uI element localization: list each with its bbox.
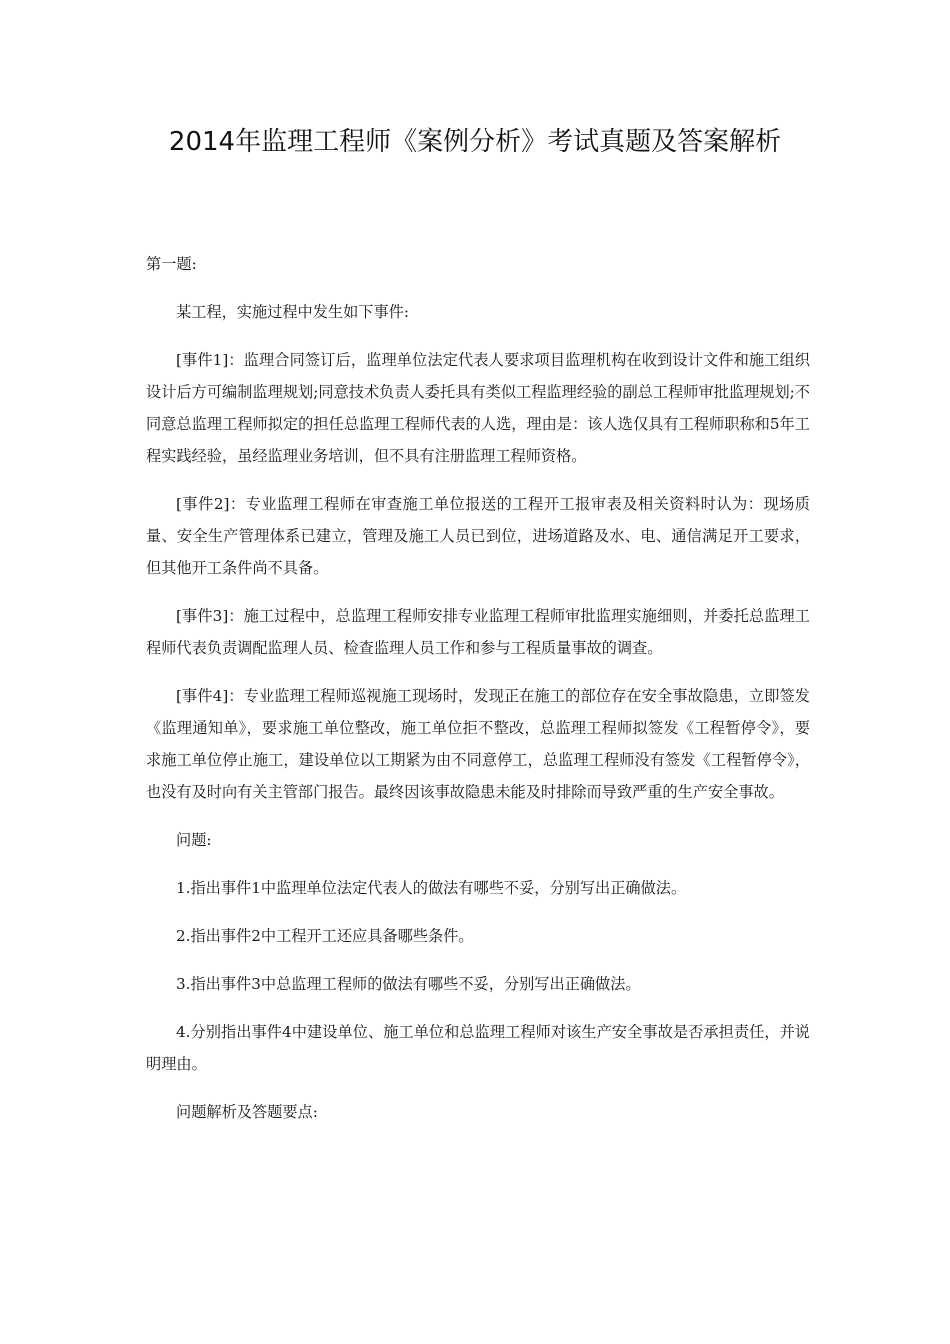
document-title: 2014年监理工程师《案例分析》考试真题及答案解析 — [168, 127, 782, 157]
event-1-paragraph: [事件1]：监理合同签订后，监理单位法定代表人要求项目监理机构在收到设计文件和施工组织设计后方可编制监理规划;同意技术负责人委托具有类似工程监理经验的副总工程师审批监理规划;不同意总监理工程师拟定的担任总监理工程师代表的人选，理由是：该人选仅具有工程师职称和5年工程实践经验，虽经监理业务培训，但不具有注册监理工程师资格。 — [146, 351, 810, 465]
question-2: 2.指出事件2中工程开工还应具备哪些条件。 — [176, 927, 474, 945]
intro-paragraph: 某工程，实施过程中发生如下事件: — [176, 303, 409, 321]
event-4-paragraph: [事件4]：专业监理工程师巡视施工现场时，发现正在施工的部位存在安全事故隐患，立即签发《监理通知单》，要求施工单位整改，施工单位拒不整改，总监理工程师拟签发《工程暂停令》，要求施工单位停止施工，建设单位以工期紧为由不同意停工，总监理工程师没有签发《工程暂停令》，也没有及时向有关主管部门报告。最终因该事故隐患未能及时排除而导致严重的生产安全事故。 — [146, 687, 810, 801]
event-2-paragraph: [事件2]：专业监理工程师在审查施工单位报送的工程开工报审表及相关资料时认为：现场质量、安全生产管理体系已建立，管理及施工人员已到位，进场道路及水、电、通信满足开工要求，但其他开工条件尚不具备。 — [146, 495, 810, 577]
document-body — [146, 248, 810, 1144]
question-3: 3.指出事件3中总监理工程师的做法有哪些不妥，分别写出正确做法。 — [176, 975, 641, 993]
questions-label: 问题: — [176, 831, 212, 849]
event-3-paragraph: [事件3]：施工过程中，总监理工程师安排专业监理工程师审批监理实施细则，并委托总监理工程师代表负责调配监理人员、检查监理人员工作和参与工程质量事故的调查。 — [146, 607, 810, 657]
question-4: 4.分别指出事件4中建设单位、施工单位和总监理工程师对该生产安全事故是否承担责任，并说明理由。 — [146, 1023, 810, 1073]
section-label: 第一题: — [146, 255, 197, 273]
analysis-label: 问题解析及答题要点: — [176, 1103, 318, 1121]
question-1: 1.指出事件1中监理单位法定代表人的做法有哪些不妥，分别写出正确做法。 — [176, 879, 687, 897]
